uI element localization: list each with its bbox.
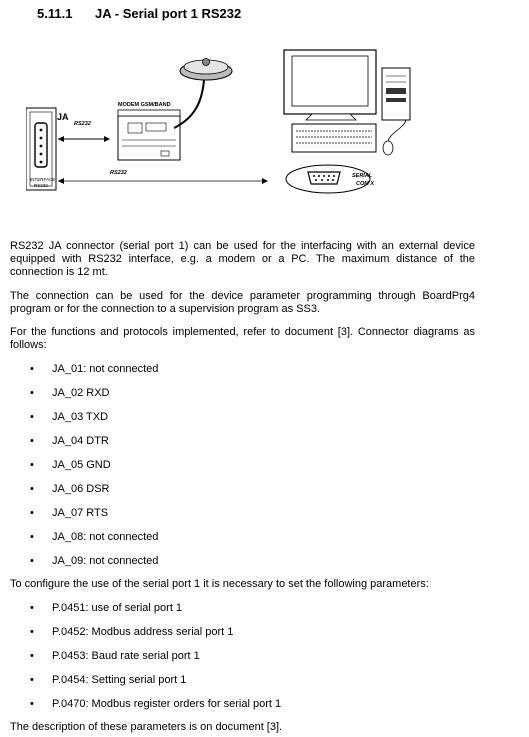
connector-pin-list — [30, 363, 158, 579]
list-item: • P.0451: use of serial port 1 — [30, 602, 281, 626]
list-item: • P.0470: Modbus register orders for serial port 1 — [30, 698, 281, 722]
antenna-icon — [174, 59, 232, 129]
modem-device — [118, 110, 180, 160]
section-number: 5.11.1 — [37, 6, 73, 21]
list-item: • P.0453: Baud rate serial port 1 — [30, 650, 281, 674]
parameter-list — [30, 602, 281, 722]
list-item: • JA_04 DTR — [30, 435, 158, 459]
functions-paragraph: For the functions and protocols implemented, refer to document [3]. Connector diagrams as follows: — [10, 326, 475, 351]
list-item: • JA_06 DSR — [30, 483, 158, 507]
serial-label-1: SERIAL — [352, 173, 373, 179]
modem-label: MODEM GSM/BAND — [118, 102, 171, 108]
interface-label-1: INTERFACE — [30, 177, 56, 182]
list-item: • JA_09: not connected — [30, 555, 158, 579]
interface-label-2: RS232 — [34, 183, 48, 188]
serial-label-2: COM X — [356, 181, 375, 187]
rs232-label-lower: RS232 — [110, 170, 127, 176]
connection-diagram — [26, 48, 426, 208]
list-item: • JA_08: not connected — [30, 531, 158, 555]
list-item: • P.0454: Setting serial port 1 — [30, 674, 281, 698]
list-item: • JA_07 RTS — [30, 507, 158, 531]
serial-connector-icon — [286, 165, 370, 193]
rs232-arrow-upper — [58, 136, 110, 142]
rs232-arrow-lower — [58, 178, 268, 184]
list-item: • JA_03 TXD — [30, 411, 158, 435]
description-paragraph: The description of these parameters is on document [3]. — [10, 721, 283, 733]
list-item: • JA_01: not connected — [30, 363, 158, 387]
section-title: JA - Serial port 1 RS232 — [95, 6, 242, 21]
computer-icon — [284, 50, 410, 155]
list-item: • JA_05 GND — [30, 459, 158, 483]
list-item: • P.0452: Modbus address serial port 1 — [30, 626, 281, 650]
list-item: • JA_02 RXD — [30, 387, 158, 411]
ja-label: JA — [57, 112, 69, 122]
usage-paragraph: The connection can be used for the device parameter programming through BoardPrg4 program or for the connection to a supervision program as SS3. — [10, 290, 475, 315]
section-heading — [37, 6, 241, 21]
rs232-label-upper: RS232 — [74, 121, 91, 127]
intro-paragraph: RS232 JA connector (serial port 1) can be used for the interfacing with an external device equipped with RS232 interface, e.g. a modem or a PC. The maximum distance of the connection is 12 mt. — [10, 240, 475, 278]
configure-paragraph: To configure the use of the serial port 1 it is necessary to set the following parameters: — [10, 578, 429, 590]
